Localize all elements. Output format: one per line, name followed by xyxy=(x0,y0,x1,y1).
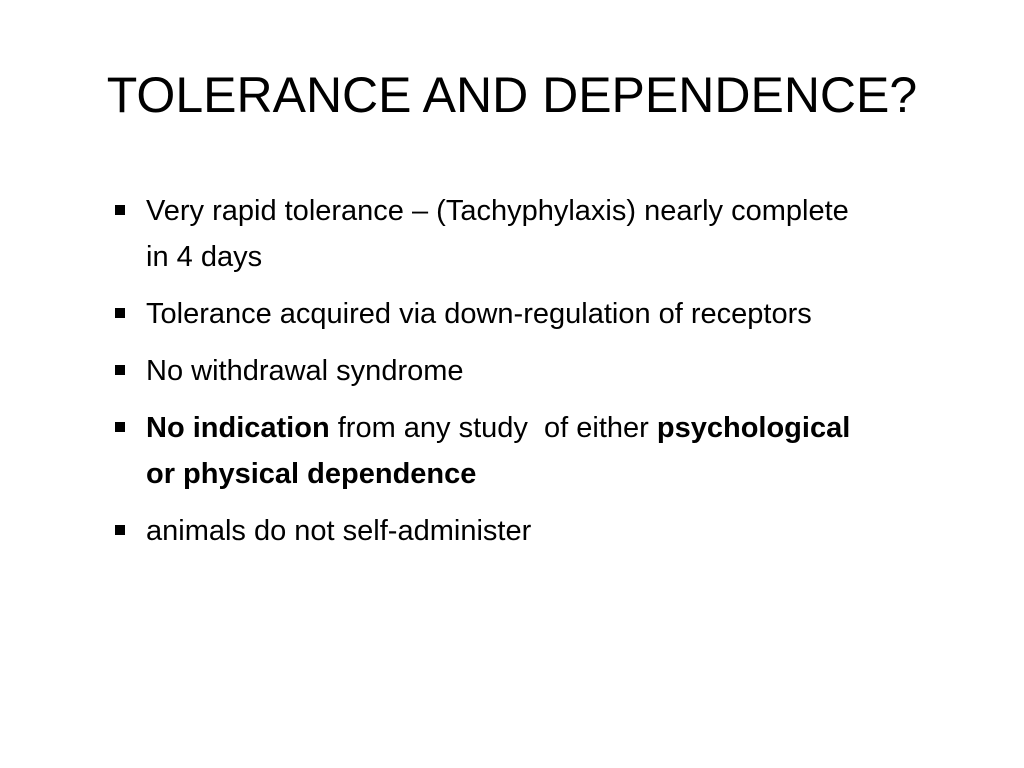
bullet-text: Very rapid tolerance – (Tachyphylaxis) nearly complete in 4 days xyxy=(146,195,849,273)
square-bullet-icon xyxy=(115,422,125,432)
square-bullet-icon xyxy=(115,365,125,375)
bullet-item xyxy=(112,508,872,554)
bullet-text-bold: No indication xyxy=(146,412,330,444)
bullet-list xyxy=(112,188,872,565)
bullet-item xyxy=(112,188,872,280)
bullet-item xyxy=(112,291,872,337)
bullet-item xyxy=(112,348,872,394)
slide-title: TOLERANCE AND DEPENDENCE? xyxy=(106,67,918,123)
square-bullet-icon xyxy=(115,205,125,215)
bullet-text: Tolerance acquired via down-regulation of receptors xyxy=(146,298,812,330)
bullet-text: No withdrawal syndrome xyxy=(146,355,464,387)
bullet-text: animals do not self-administer xyxy=(146,515,532,547)
bullet-text-bold: psychological or physical dependence xyxy=(146,412,851,490)
bullet-text: from any study of either xyxy=(329,412,657,444)
square-bullet-icon xyxy=(115,525,125,535)
bullet-item xyxy=(112,405,872,497)
square-bullet-icon xyxy=(115,308,125,318)
